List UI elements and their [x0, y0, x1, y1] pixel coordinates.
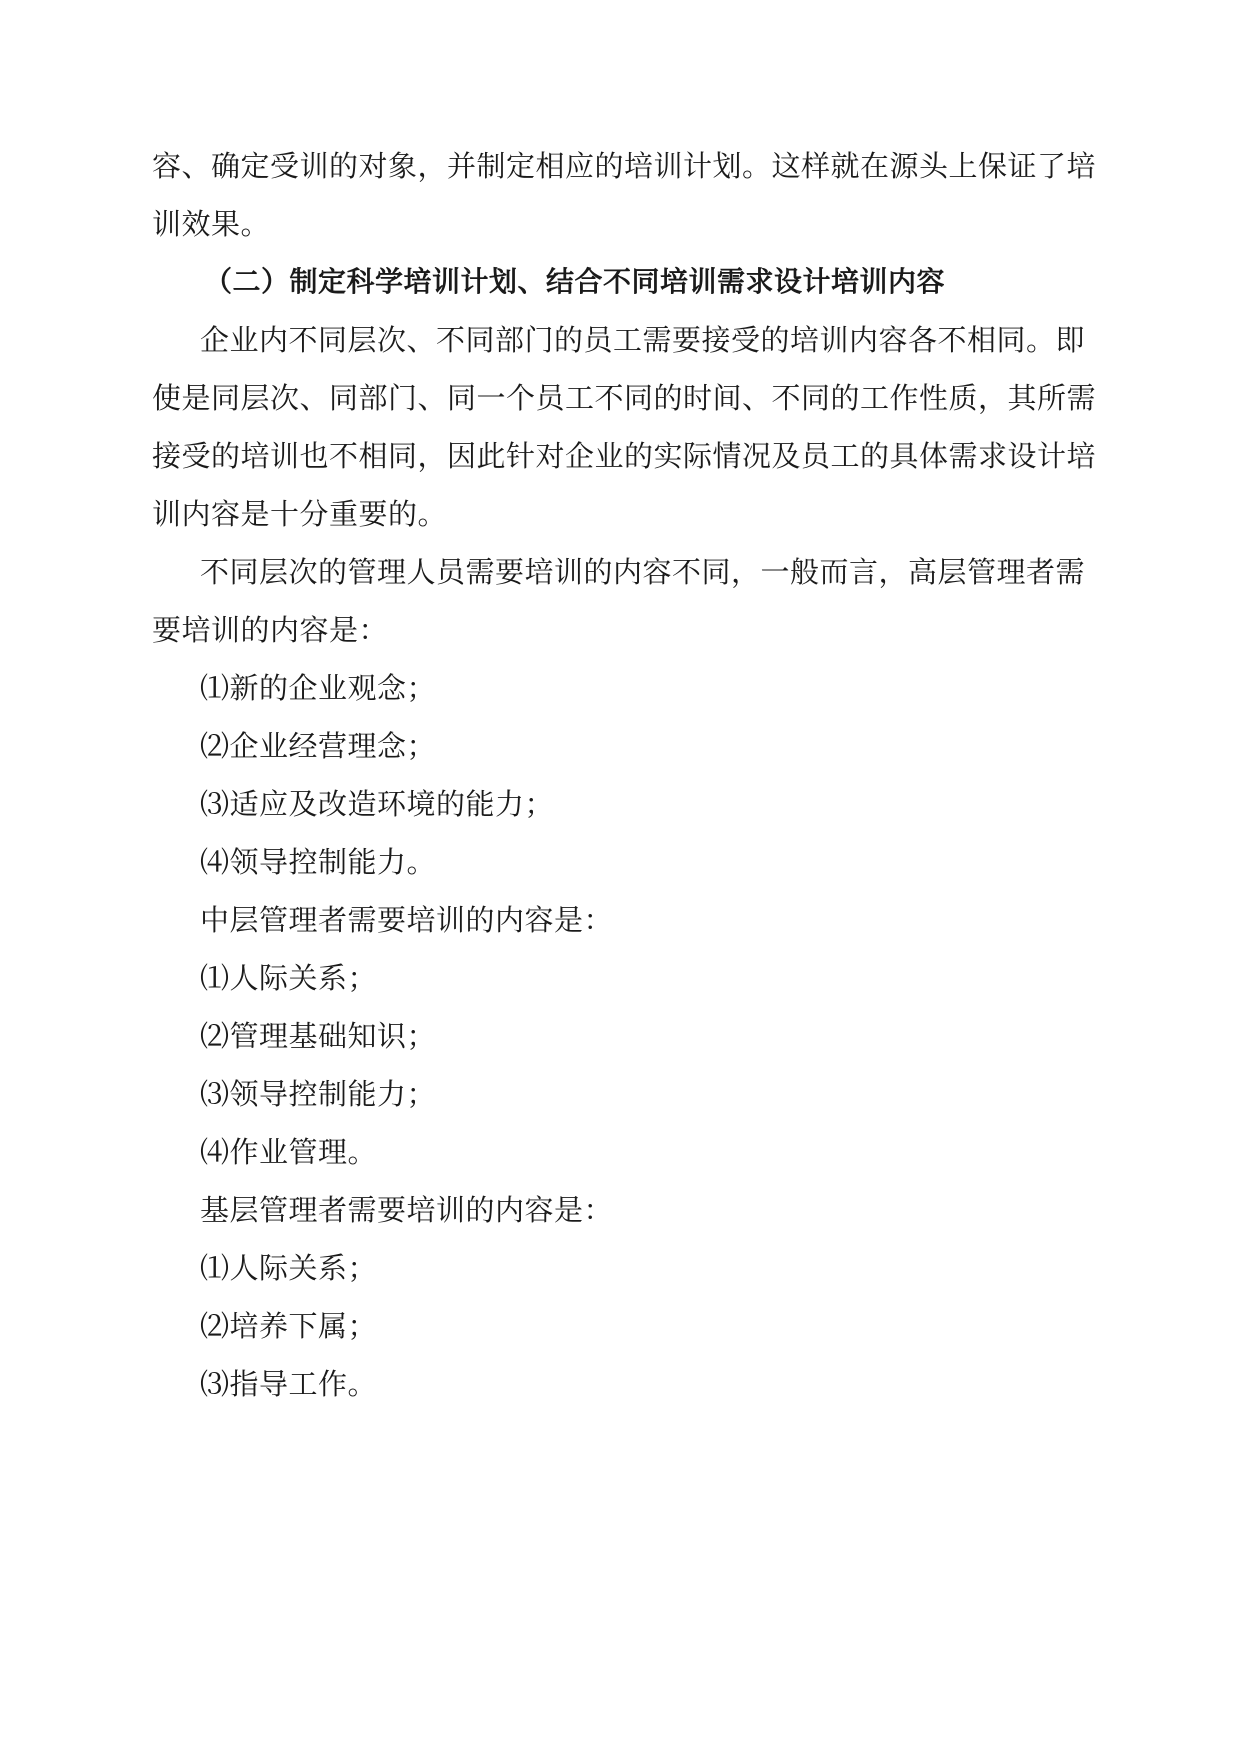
paragraph-line: 训内容是十分重要的。 [152, 497, 448, 531]
list-item: ⑶指导工作。 [200, 1367, 378, 1401]
list-item: ⑷作业管理。 [200, 1135, 378, 1169]
paragraph-line: 企业内不同层次、不同部门的员工需要接受的培训内容各不相同。即 [200, 323, 1086, 357]
list-item: ⑴新的企业观念； [200, 671, 437, 705]
list-intro: 中层管理者需要培训的内容是： [200, 903, 614, 937]
list-item: ⑶适应及改造环境的能力； [200, 787, 555, 821]
section-heading: （二）制定科学培训计划、结合不同培训需求设计培训内容 [204, 265, 946, 298]
list-item: ⑴人际关系； [200, 1251, 378, 1285]
list-item: ⑴人际关系； [200, 961, 378, 995]
paragraph-line: 不同层次的管理人员需要培训的内容不同，一般而言，高层管理者需 [200, 555, 1086, 589]
list-intro: 基层管理者需要培训的内容是： [200, 1193, 614, 1227]
paragraph-line: 容、确定受训的对象，并制定相应的培训计划。这样就在源头上保证了培 [152, 149, 1097, 183]
list-item: ⑵培养下属； [200, 1309, 378, 1343]
list-item: ⑵管理基础知识； [200, 1019, 437, 1053]
paragraph-line: 训效果。 [152, 207, 271, 241]
paragraph-line: 要培训的内容是： [152, 613, 389, 647]
list-item: ⑵企业经营理念； [200, 729, 437, 763]
list-item: ⑶领导控制能力； [200, 1077, 437, 1111]
paragraph-line: 使是同层次、同部门、同一个员工不同的时间、不同的工作性质，其所需 [152, 381, 1097, 415]
list-item: ⑷领导控制能力。 [200, 845, 437, 879]
paragraph-line: 接受的培训也不相同，因此针对企业的实际情况及员工的具体需求设计培 [152, 439, 1097, 473]
